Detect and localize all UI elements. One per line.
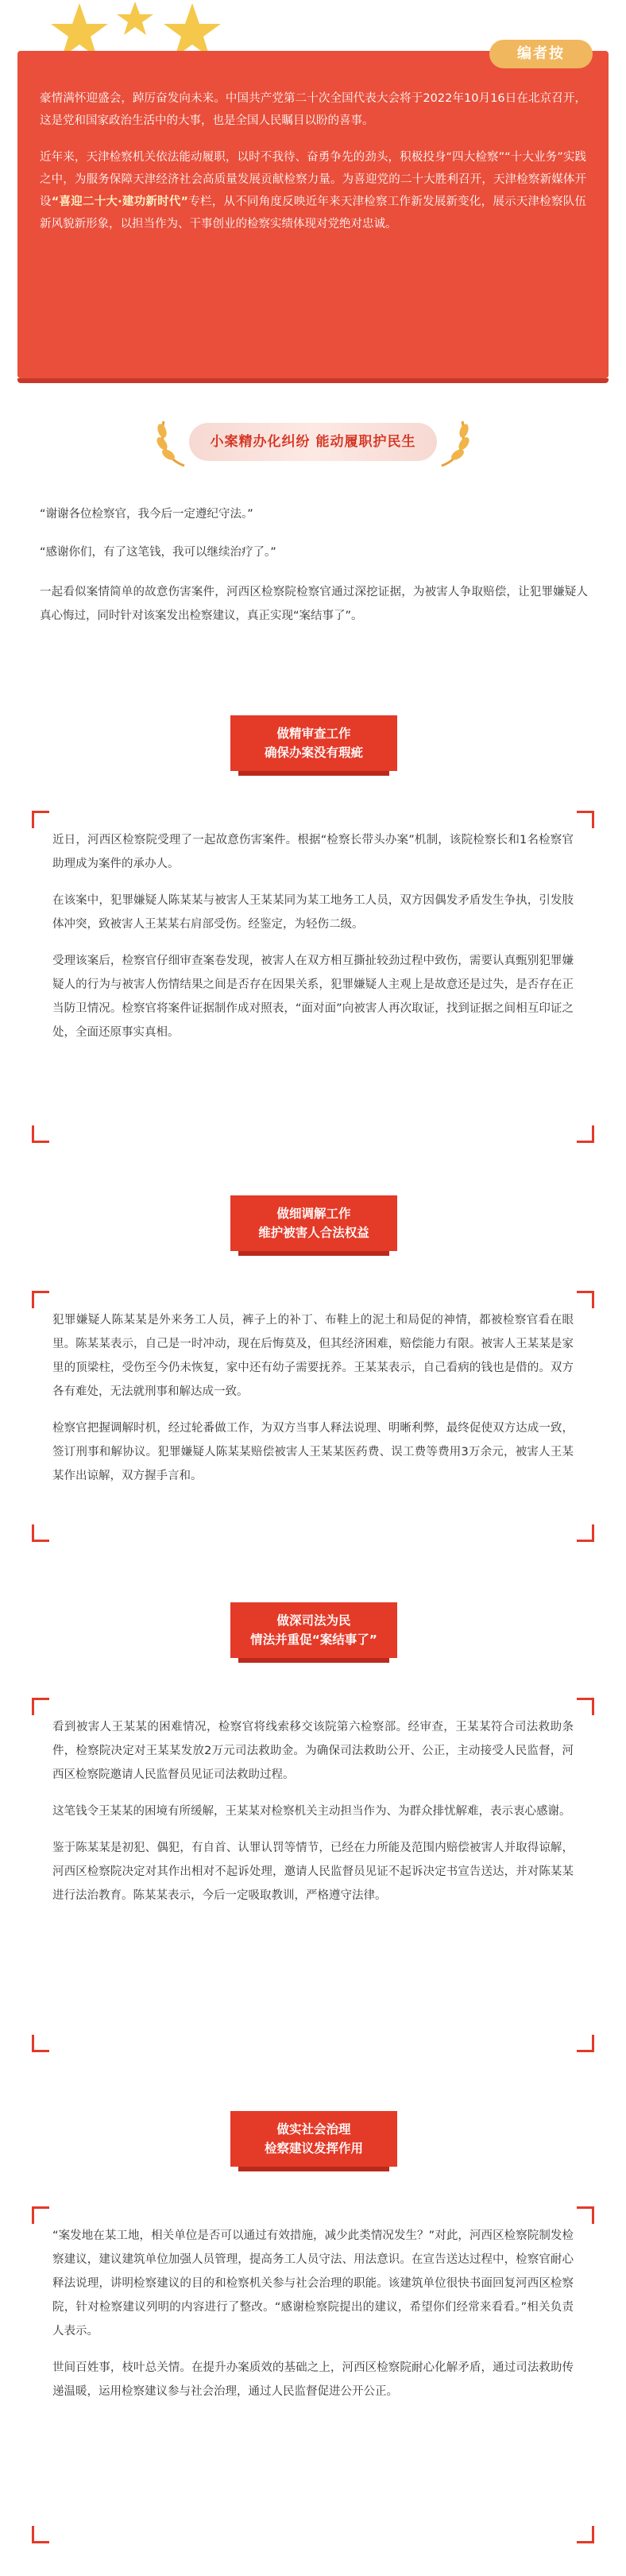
section-4-frame	[32, 2206, 594, 2543]
article-title-banner	[0, 412, 626, 472]
section-3-paragraph: 这笔钱令王某某的困境有所缓解，王某某对检察机关主动担当作为、为群众排忧解难，表示衷心感谢。	[52, 1805, 571, 1818]
laurel-right-icon	[435, 415, 473, 469]
frame-corner	[577, 1125, 594, 1143]
editor-note-card	[17, 45, 609, 378]
frame-corner	[32, 2526, 49, 2543]
section-2-paragraph: 检察官把握调解时机，经过轮番做工作，为双方当事人释法说理、明晰利弊，最终促使双方达成一致，签订刑事和解协议。犯罪嫌疑人陈某某赔偿被害人王某某医药费、误工费等费用3万余元，被害人王某某作出谅解，双方握手言和。	[52, 1422, 574, 1482]
section-3-frame	[32, 1698, 594, 2052]
editor-note-paragraph-1: 豪情满怀迎盛会，踔厉奋发向未来。中国共产党第二十次全国代表大会将于2022年10月16日在北京召开，这是党和国家政治生活中的大事，也是全国人民瞩目以盼的喜事。	[40, 92, 586, 127]
frame-corner	[32, 1524, 49, 1542]
frame-corner	[32, 1698, 49, 1715]
frame-corner	[577, 2035, 594, 2052]
section-1-paragraph: 在该案中，犯罪嫌疑人陈某某与被害人王某某同为某工地务工人员，双方因偶发矛盾发生争执，引发肢体冲突，致被害人王某某右肩部受伤。经鉴定，为轻伤二级。	[52, 894, 574, 931]
intro-quote-2: “感谢你们，有了这笔钱，我可以继续治疗了。”	[40, 546, 276, 559]
editor-note-tag: 编者按	[489, 40, 593, 68]
section-4-heading-line-1: 做实社会治理	[276, 2122, 351, 2136]
section-3-paragraph: 看到被害人王某某的困难情况，检察官将线索移交该院第六检察部。经审查，王某某符合司法救助条件，检察院决定对王某某发放2万元司法救助金。为确保司法救助公开、公正，主动接受人民监督，河西区检察院邀请人民监督员见证司法救助过程。	[52, 1721, 574, 1781]
star-icon	[164, 3, 221, 57]
section-1-paragraph: 近日，河西区检察院受理了一起故意伤害案件。根据“检察长带头办案”机制，该院检察长和1名检察官助理成为案件的承办人。	[52, 834, 574, 870]
star-icon	[51, 3, 108, 57]
section-2-heading	[230, 1195, 397, 1251]
frame-corner	[577, 2526, 594, 2543]
section-2-heading-line-1: 做细调解工作	[276, 1207, 351, 1221]
frame-corner	[32, 2206, 49, 2224]
section-3-paragraph: 鉴于陈某某是初犯、偶犯，有自首、认罪认罚等情节，已经在力所能及范围内赔偿被害人并取得谅解，河西区检察院决定对其作出相对不起诉处理，邀请人民监督员见证不起诉决定书宣告送达，并对陈某某进行法治教育。陈某某表示，今后一定吸取教训，严格遵守法律。	[52, 1842, 574, 1902]
star-icon	[117, 2, 153, 35]
intro-summary: 一起看似案情简单的故意伤害案件，河西区检察院检察官通过深挖证据，为被害人争取赔偿，让犯罪嫌疑人真心悔过，同时针对该案发出检察建议，真正实现“案结事了”。	[40, 586, 588, 622]
intro-quote-1: “谢谢各位检察官，我今后一定遵纪守法。”	[40, 508, 253, 521]
section-2-heading-line-2: 维护被害人合法权益	[258, 1226, 369, 1240]
article-title: 小案精办化纠纷 能动履职护民生	[189, 423, 437, 461]
editor-note-paragraph-2-text: 近年来，天津检察机关依法能动履职，以时不我待、奋勇争先的劲头，积极投身“四大检察”“十大业务”实践之中，为服务保障天津经济社会高质量发展贡献检察力量。为喜迎党的二十大胜利召开，天津检察新媒体开设	[40, 151, 586, 208]
frame-corner	[32, 1125, 49, 1143]
section-1-heading	[230, 715, 397, 771]
frame-corner	[32, 1291, 49, 1308]
section-3-heading	[230, 1602, 397, 1658]
section-4-paragraph: “案发地在某工地，相关单位是否可以通过有效措施，减少此类情况发生？”对此，河西区检察院制发检察建议，建议建筑单位加强人员管理，提高务工人员守法、用法意识。在宣告送达过程中，检察官耐心释法说理，讲明检察建议的目的和检察机关参与社会治理的职能。该建筑单位很快书面回复河西区检察院，针对检察建议列明的内容进行了整改。“感谢检察院提出的建议，希望你们经常来看看。”相关负责人表示。	[52, 2229, 574, 2338]
section-3-heading-line-2: 情法并重促“案结事了”	[250, 1633, 377, 1647]
section-1-heading-line-1: 做精审查工作	[276, 726, 351, 741]
card-shadow	[17, 378, 609, 383]
frame-corner	[32, 811, 49, 828]
editor-note-paragraph-2-tail: 专栏，从不同角度反映近年来天津检察工作新发展新变化，展示天津检察队伍新风貌新形象，以担当作为、干事创业的检察实绩体现对党绝对忠诚。	[40, 196, 586, 230]
section-1-paragraph: 受理该案后，检察官仔细审查案卷发现，被害人在双方相互撕扯较劲过程中致伤，需要认真甄别犯罪嫌疑人的行为与被害人伤情结果之间是否存在因果关系，犯罪嫌疑人主观上是故意还是过失，是否存在正当防卫情况。检察官将案件证据制作成对照表，“面对面”向被害人再次取证，找到证据之间相互印证之处，全面还原事实真相。	[52, 955, 574, 1039]
frame-corner	[577, 1291, 594, 1308]
section-2-paragraph: 犯罪嫌疑人陈某某是外来务工人员，裤子上的补丁、布鞋上的泥土和局促的神情，都被检察官看在眼里。陈某某表示，自己是一时冲动，现在后悔莫及，但其经济困难，赔偿能力有限。被害人王某某是家里的顶梁柱，受伤至今仍未恢复，家中还有幼子需要抚养。王某某表示，自己看病的钱也是借的。双方各有难处，无法就刑事和解达成一致。	[52, 1314, 574, 1398]
section-2-frame	[32, 1291, 594, 1542]
frame-corner	[32, 2035, 49, 2052]
section-1-frame	[32, 811, 594, 1143]
section-4-paragraph: 世间百姓事，枝叶总关情。在提升办案质效的基础之上，河西区检察院耐心化解矛盾，通过司法救助传递温暖，运用检察建议参与社会治理，通过人民监督促进公开公正。	[52, 2361, 574, 2398]
column-name-highlight: “喜迎二十大·建功新时代”	[51, 196, 189, 208]
section-4-heading-line-2: 检察建议发挥作用	[264, 2141, 363, 2156]
section-1-heading-line-2: 确保办案没有瑕疵	[264, 746, 363, 760]
editor-note-paragraph-2	[40, 146, 586, 235]
frame-corner	[577, 2206, 594, 2224]
section-3-heading-line-1: 做深司法为民	[276, 1613, 351, 1628]
frame-corner	[577, 1524, 594, 1542]
section-4-heading	[230, 2111, 397, 2167]
frame-corner	[577, 1698, 594, 1715]
frame-corner	[577, 811, 594, 828]
laurel-left-icon	[153, 415, 191, 469]
